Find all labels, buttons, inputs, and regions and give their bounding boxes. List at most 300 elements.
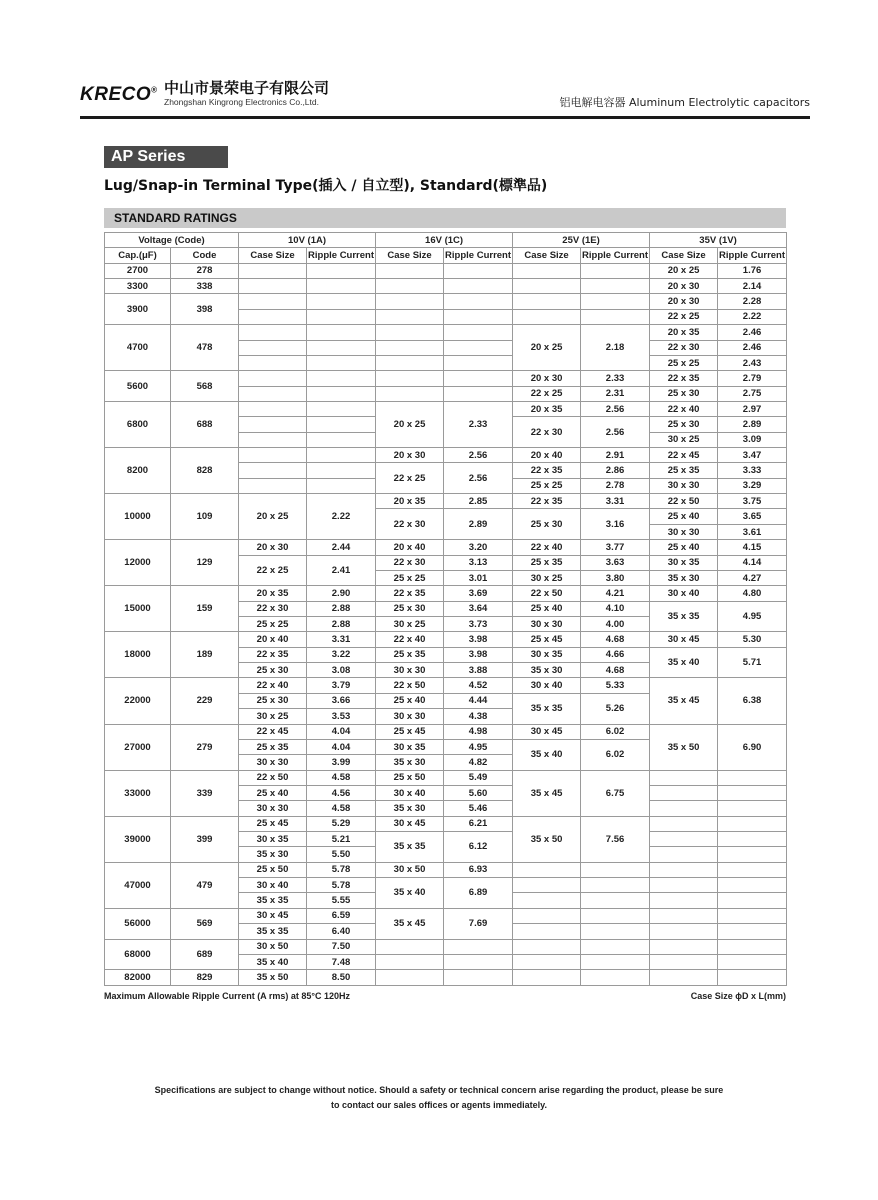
case-size-cell: 22 x 35 xyxy=(239,647,307,662)
cap-cell: 15000 xyxy=(105,586,171,632)
case-size-cell: 25 x 30 xyxy=(239,663,307,678)
case-size-cell: 30 x 40 xyxy=(239,878,307,893)
empty-cell xyxy=(376,355,444,370)
case-size-cell: 22 x 35 xyxy=(513,463,581,478)
case-size-cell: 30 x 30 xyxy=(239,801,307,816)
header-row-columns xyxy=(105,248,787,263)
empty-cell xyxy=(718,878,787,893)
case-size-cell: 35 x 35 xyxy=(239,924,307,939)
case-size-cell: 25 x 25 xyxy=(376,570,444,585)
case-size-cell: 30 x 30 xyxy=(650,524,718,539)
case-size-cell: 20 x 25 xyxy=(513,325,581,371)
empty-cell xyxy=(650,801,718,816)
case-size-cell: 30 x 45 xyxy=(239,908,307,923)
cap-cell: 3900 xyxy=(105,294,171,325)
case-size-cell: 25 x 45 xyxy=(239,816,307,831)
empty-cell xyxy=(513,263,581,278)
empty-cell xyxy=(307,279,376,294)
ripple-current-cell: 4.66 xyxy=(581,647,650,662)
empty-cell xyxy=(718,954,787,969)
empty-cell xyxy=(581,954,650,969)
case-size-cell: 22 x 40 xyxy=(239,678,307,693)
ripple-current-cell: 4.38 xyxy=(444,709,513,724)
case-size-cell: 30 x 25 xyxy=(239,709,307,724)
registered-mark: ® xyxy=(151,85,158,95)
empty-cell xyxy=(376,939,444,954)
case-size-cell: 22 x 45 xyxy=(239,724,307,739)
ripple-current-cell: 4.82 xyxy=(444,755,513,770)
empty-cell xyxy=(650,816,718,831)
empty-cell xyxy=(581,893,650,908)
empty-cell xyxy=(581,263,650,278)
ripple-note: Maximum Allowable Ripple Current (A rms) at 85°C 120Hz xyxy=(104,991,350,1001)
case-size-cell: 25 x 30 xyxy=(239,693,307,708)
ripple-current-cell: 3.20 xyxy=(444,540,513,555)
case-size-cell: 25 x 25 xyxy=(650,355,718,370)
ripple-current-cell: 4.95 xyxy=(444,739,513,754)
empty-cell xyxy=(239,478,307,493)
case-size-cell: 20 x 25 xyxy=(650,263,718,278)
empty-cell xyxy=(307,463,376,478)
code-cell: 229 xyxy=(171,678,239,724)
code-cell: 828 xyxy=(171,448,239,494)
case-size-cell: 20 x 35 xyxy=(376,494,444,509)
empty-cell xyxy=(239,263,307,278)
case-size-cell: 30 x 30 xyxy=(376,709,444,724)
case-size-cell: 30 x 45 xyxy=(513,724,581,739)
empty-cell xyxy=(650,924,718,939)
page-header xyxy=(80,78,810,118)
ripple-current-cell: 5.78 xyxy=(307,878,376,893)
voltage-35v: 35V (1V) xyxy=(650,233,787,248)
ripple-current-cell: 5.30 xyxy=(718,632,787,647)
ripple-current-cell: 4.21 xyxy=(581,586,650,601)
ripple-current-cell: 2.43 xyxy=(718,355,787,370)
ripple-current-header: Ripple Current xyxy=(307,248,376,263)
case-size-cell: 30 x 25 xyxy=(376,616,444,631)
case-size-cell: 22 x 50 xyxy=(376,678,444,693)
empty-cell xyxy=(718,770,787,785)
empty-cell xyxy=(376,340,444,355)
empty-cell xyxy=(581,970,650,985)
ripple-current-header: Ripple Current xyxy=(444,248,513,263)
code-cell: 569 xyxy=(171,908,239,939)
ripple-current-cell: 3.53 xyxy=(307,709,376,724)
case-size-cell: 30 x 50 xyxy=(376,862,444,877)
empty-cell xyxy=(307,478,376,493)
case-size-cell: 25 x 30 xyxy=(650,417,718,432)
ripple-current-cell: 2.44 xyxy=(307,540,376,555)
case-size-cell: 35 x 35 xyxy=(376,832,444,863)
case-size-cell: 20 x 25 xyxy=(239,494,307,540)
empty-cell xyxy=(444,263,513,278)
ripple-current-cell: 3.31 xyxy=(307,632,376,647)
empty-cell xyxy=(718,801,787,816)
case-size-cell: 20 x 25 xyxy=(376,401,444,447)
case-size-cell: 20 x 30 xyxy=(376,448,444,463)
empty-cell xyxy=(239,309,307,324)
empty-cell xyxy=(376,279,444,294)
ripple-current-cell: 7.69 xyxy=(444,908,513,939)
empty-cell xyxy=(650,893,718,908)
ripple-current-cell: 2.28 xyxy=(718,294,787,309)
ripple-current-cell: 3.16 xyxy=(581,509,650,540)
case-size-cell: 25 x 40 xyxy=(513,601,581,616)
case-size-cell: 22 x 40 xyxy=(650,401,718,416)
ripple-current-cell: 2.31 xyxy=(581,386,650,401)
code-cell: 829 xyxy=(171,970,239,985)
case-size-cell: 25 x 35 xyxy=(650,463,718,478)
ripple-current-cell: 4.14 xyxy=(718,555,787,570)
empty-cell xyxy=(307,417,376,432)
ripple-current-cell: 2.22 xyxy=(718,309,787,324)
empty-cell xyxy=(581,878,650,893)
cap-cell: 4700 xyxy=(105,325,171,371)
case-size-cell: 22 x 30 xyxy=(239,601,307,616)
case-size-header: Case Size xyxy=(239,248,307,263)
empty-cell xyxy=(718,970,787,985)
empty-cell xyxy=(239,294,307,309)
empty-cell xyxy=(376,386,444,401)
empty-cell xyxy=(239,463,307,478)
case-size-cell: 20 x 30 xyxy=(513,371,581,386)
ripple-current-cell: 3.98 xyxy=(444,647,513,662)
ripple-current-cell: 7.48 xyxy=(307,954,376,969)
ripple-current-cell: 3.69 xyxy=(444,586,513,601)
empty-cell xyxy=(307,340,376,355)
cap-cell: 18000 xyxy=(105,632,171,678)
empty-cell xyxy=(307,448,376,463)
voltage-16v: 16V (1C) xyxy=(376,233,513,248)
footer-line-1: Specifications are subject to change without notice. Should a safety or technical concern arise regarding the product, please be sure xyxy=(154,1085,724,1095)
header-row-voltage xyxy=(105,233,787,248)
code-cell: 109 xyxy=(171,494,239,540)
ripple-current-cell: 3.80 xyxy=(581,570,650,585)
empty-cell xyxy=(444,340,513,355)
case-size-cell: 20 x 30 xyxy=(239,540,307,555)
empty-cell xyxy=(444,309,513,324)
ripple-current-cell: 4.27 xyxy=(718,570,787,585)
empty-cell xyxy=(239,386,307,401)
ripple-current-cell: 5.33 xyxy=(581,678,650,693)
ripple-current-cell: 3.01 xyxy=(444,570,513,585)
case-size-cell: 25 x 50 xyxy=(239,862,307,877)
case-size-cell: 30 x 40 xyxy=(513,678,581,693)
ripple-current-cell: 2.22 xyxy=(307,494,376,540)
ripple-current-cell: 3.63 xyxy=(581,555,650,570)
empty-cell xyxy=(444,371,513,386)
case-size-cell: 35 x 45 xyxy=(513,770,581,816)
empty-cell xyxy=(239,279,307,294)
ripple-current-cell: 2.56 xyxy=(581,401,650,416)
case-size-cell: 25 x 40 xyxy=(650,509,718,524)
ripple-current-cell: 8.50 xyxy=(307,970,376,985)
ripple-current-cell: 6.02 xyxy=(581,724,650,739)
case-size-note: Case Size ϕD x L(mm) xyxy=(690,991,786,1001)
cap-cell: 10000 xyxy=(105,494,171,540)
case-size-cell: 30 x 50 xyxy=(239,939,307,954)
case-size-cell: 25 x 50 xyxy=(376,770,444,785)
ripple-current-cell: 6.12 xyxy=(444,832,513,863)
ripple-current-cell: 4.58 xyxy=(307,770,376,785)
ripple-current-cell: 3.65 xyxy=(718,509,787,524)
code-cell: 159 xyxy=(171,586,239,632)
case-size-cell: 30 x 30 xyxy=(650,478,718,493)
case-size-cell: 35 x 30 xyxy=(376,755,444,770)
case-size-cell: 30 x 40 xyxy=(376,785,444,800)
ripple-current-cell: 3.88 xyxy=(444,663,513,678)
cap-cell: 3300 xyxy=(105,279,171,294)
empty-cell xyxy=(376,294,444,309)
empty-cell xyxy=(444,279,513,294)
ripple-current-header: Ripple Current xyxy=(581,248,650,263)
empty-cell xyxy=(650,878,718,893)
empty-cell xyxy=(581,908,650,923)
empty-cell xyxy=(718,832,787,847)
voltage-25v: 25V (1E) xyxy=(513,233,650,248)
ripple-current-cell: 6.59 xyxy=(307,908,376,923)
ripple-current-cell: 4.04 xyxy=(307,724,376,739)
cap-cell: 12000 xyxy=(105,540,171,586)
case-size-cell: 35 x 35 xyxy=(239,893,307,908)
case-size-cell: 25 x 35 xyxy=(239,739,307,754)
ripple-current-cell: 3.08 xyxy=(307,663,376,678)
ripple-current-cell: 3.66 xyxy=(307,693,376,708)
empty-cell xyxy=(513,954,581,969)
empty-cell xyxy=(513,878,581,893)
case-size-cell: 20 x 30 xyxy=(650,294,718,309)
ripple-current-cell: 2.97 xyxy=(718,401,787,416)
code-header: Code xyxy=(171,248,239,263)
empty-cell xyxy=(307,386,376,401)
empty-cell xyxy=(444,325,513,340)
ripple-current-cell: 5.26 xyxy=(581,693,650,724)
case-size-header: Case Size xyxy=(513,248,581,263)
empty-cell xyxy=(376,263,444,278)
ripple-current-cell: 7.50 xyxy=(307,939,376,954)
case-size-cell: 22 x 40 xyxy=(513,540,581,555)
empty-cell xyxy=(718,862,787,877)
case-size-cell: 25 x 40 xyxy=(239,785,307,800)
cap-cell: 56000 xyxy=(105,908,171,939)
case-size-cell: 30 x 35 xyxy=(239,832,307,847)
series-label: AP Series xyxy=(104,146,228,168)
company-name-cn: 中山市景荣电子有限公司 xyxy=(164,79,330,97)
ripple-current-cell: 4.98 xyxy=(444,724,513,739)
case-size-cell: 22 x 30 xyxy=(513,417,581,448)
empty-cell xyxy=(650,954,718,969)
cap-cell: 82000 xyxy=(105,970,171,985)
case-size-cell: 22 x 30 xyxy=(376,555,444,570)
case-size-cell: 30 x 25 xyxy=(513,570,581,585)
empty-cell xyxy=(307,294,376,309)
case-size-cell: 20 x 35 xyxy=(239,586,307,601)
empty-cell xyxy=(239,325,307,340)
empty-cell xyxy=(513,970,581,985)
empty-cell xyxy=(513,939,581,954)
ripple-current-cell: 2.56 xyxy=(444,463,513,494)
empty-cell xyxy=(444,970,513,985)
ripple-current-cell: 2.91 xyxy=(581,448,650,463)
empty-cell xyxy=(650,832,718,847)
empty-cell xyxy=(376,954,444,969)
ripple-current-cell: 5.49 xyxy=(444,770,513,785)
ripple-current-cell: 3.22 xyxy=(307,647,376,662)
table-row xyxy=(105,294,787,309)
ripple-current-cell: 3.99 xyxy=(307,755,376,770)
kreco-logo xyxy=(80,84,158,106)
case-size-cell: 22 x 50 xyxy=(513,586,581,601)
ripple-current-cell: 4.10 xyxy=(581,601,650,616)
ripple-current-cell: 3.73 xyxy=(444,616,513,631)
case-size-cell: 22 x 25 xyxy=(650,309,718,324)
ripple-current-cell: 4.00 xyxy=(581,616,650,631)
ripple-current-cell: 4.58 xyxy=(307,801,376,816)
empty-cell xyxy=(650,939,718,954)
case-size-cell: 22 x 25 xyxy=(513,386,581,401)
empty-cell xyxy=(376,309,444,324)
empty-cell xyxy=(444,954,513,969)
ripple-current-cell: 3.13 xyxy=(444,555,513,570)
case-size-cell: 35 x 30 xyxy=(513,663,581,678)
case-size-cell: 22 x 35 xyxy=(513,494,581,509)
code-cell: 568 xyxy=(171,371,239,402)
empty-cell xyxy=(307,371,376,386)
ripple-current-cell: 2.89 xyxy=(718,417,787,432)
empty-cell xyxy=(581,924,650,939)
case-size-cell: 20 x 40 xyxy=(239,632,307,647)
empty-cell xyxy=(513,309,581,324)
ripple-current-cell: 2.18 xyxy=(581,325,650,371)
voltage-header: Voltage (Code) xyxy=(105,233,239,248)
case-size-cell: 22 x 40 xyxy=(376,632,444,647)
company-name xyxy=(164,80,329,107)
empty-cell xyxy=(581,294,650,309)
ripple-current-cell: 2.33 xyxy=(444,401,513,447)
ripple-current-cell: 2.85 xyxy=(444,494,513,509)
company-name-en: Zhongshan Kingrong Electronics Co.,Ltd. xyxy=(164,97,319,107)
empty-cell xyxy=(307,355,376,370)
empty-cell xyxy=(444,294,513,309)
product-category: 铝电解电容器 Aluminum Electrolytic capacitors xyxy=(559,96,810,109)
empty-cell xyxy=(718,908,787,923)
ripple-current-cell: 3.33 xyxy=(718,463,787,478)
case-size-cell: 35 x 35 xyxy=(513,693,581,724)
code-cell: 338 xyxy=(171,279,239,294)
empty-cell xyxy=(239,340,307,355)
case-size-cell: 35 x 35 xyxy=(650,601,718,632)
header-rule xyxy=(80,116,810,119)
ripple-current-cell: 6.89 xyxy=(444,878,513,909)
code-cell: 399 xyxy=(171,816,239,862)
ripple-current-cell: 6.90 xyxy=(718,724,787,770)
empty-cell xyxy=(718,816,787,831)
empty-cell xyxy=(650,970,718,985)
case-size-cell: 35 x 45 xyxy=(650,678,718,724)
empty-cell xyxy=(650,785,718,800)
case-size-cell: 22 x 35 xyxy=(650,371,718,386)
ripple-current-cell: 2.46 xyxy=(718,325,787,340)
empty-cell xyxy=(307,309,376,324)
ripple-current-cell: 4.15 xyxy=(718,540,787,555)
ripple-current-cell: 1.76 xyxy=(718,263,787,278)
case-size-cell: 25 x 40 xyxy=(650,540,718,555)
ripple-current-cell: 3.47 xyxy=(718,448,787,463)
case-size-cell: 25 x 35 xyxy=(513,555,581,570)
case-size-cell: 30 x 40 xyxy=(650,586,718,601)
case-size-cell: 20 x 35 xyxy=(650,325,718,340)
ripple-current-cell: 3.29 xyxy=(718,478,787,493)
ripple-current-cell: 2.79 xyxy=(718,371,787,386)
ripple-current-cell: 2.86 xyxy=(581,463,650,478)
ripple-current-cell: 3.61 xyxy=(718,524,787,539)
ripple-current-cell: 4.52 xyxy=(444,678,513,693)
cap-cell: 33000 xyxy=(105,770,171,816)
footer-line-2: to contact our sales offices or agents immediately. xyxy=(331,1100,547,1110)
ripple-current-cell: 2.89 xyxy=(444,509,513,540)
ratings-body xyxy=(105,263,787,985)
logo-text: KRECO xyxy=(80,84,152,105)
table-row xyxy=(105,908,787,923)
cap-header: Cap.(μF) xyxy=(105,248,171,263)
ratings-table xyxy=(104,232,787,986)
ripple-current-cell: 5.29 xyxy=(307,816,376,831)
ripple-current-cell: 4.04 xyxy=(307,739,376,754)
ripple-current-cell: 2.88 xyxy=(307,616,376,631)
empty-cell xyxy=(581,309,650,324)
code-cell: 479 xyxy=(171,862,239,908)
case-size-cell: 25 x 35 xyxy=(376,647,444,662)
case-size-cell: 35 x 40 xyxy=(513,739,581,770)
case-size-cell: 30 x 30 xyxy=(239,755,307,770)
ripple-current-cell: 2.56 xyxy=(444,448,513,463)
code-cell: 278 xyxy=(171,263,239,278)
table-row xyxy=(105,279,787,294)
code-cell: 689 xyxy=(171,939,239,970)
ripple-current-cell: 6.40 xyxy=(307,924,376,939)
empty-cell xyxy=(718,785,787,800)
ripple-current-cell: 5.78 xyxy=(307,862,376,877)
empty-cell xyxy=(718,847,787,862)
cap-cell: 6800 xyxy=(105,401,171,447)
table-row xyxy=(105,939,787,954)
ripple-current-cell: 5.46 xyxy=(444,801,513,816)
ripple-current-cell: 3.64 xyxy=(444,601,513,616)
case-size-cell: 30 x 45 xyxy=(650,632,718,647)
ripple-current-cell: 4.80 xyxy=(718,586,787,601)
ripple-current-cell: 3.98 xyxy=(444,632,513,647)
voltage-10v: 10V (1A) xyxy=(239,233,376,248)
ripple-current-cell: 3.79 xyxy=(307,678,376,693)
code-cell: 279 xyxy=(171,724,239,770)
empty-cell xyxy=(513,862,581,877)
ripple-current-cell: 2.33 xyxy=(581,371,650,386)
empty-cell xyxy=(718,939,787,954)
case-size-cell: 30 x 45 xyxy=(376,816,444,831)
case-size-cell: 35 x 40 xyxy=(239,954,307,969)
empty-cell xyxy=(376,970,444,985)
ripple-current-cell: 6.21 xyxy=(444,816,513,831)
empty-cell xyxy=(307,401,376,416)
ripple-current-cell: 3.31 xyxy=(581,494,650,509)
empty-cell xyxy=(239,355,307,370)
empty-cell xyxy=(307,432,376,447)
empty-cell xyxy=(650,847,718,862)
cap-cell: 2700 xyxy=(105,263,171,278)
case-size-cell: 25 x 45 xyxy=(376,724,444,739)
cap-cell: 39000 xyxy=(105,816,171,862)
empty-cell xyxy=(239,401,307,416)
